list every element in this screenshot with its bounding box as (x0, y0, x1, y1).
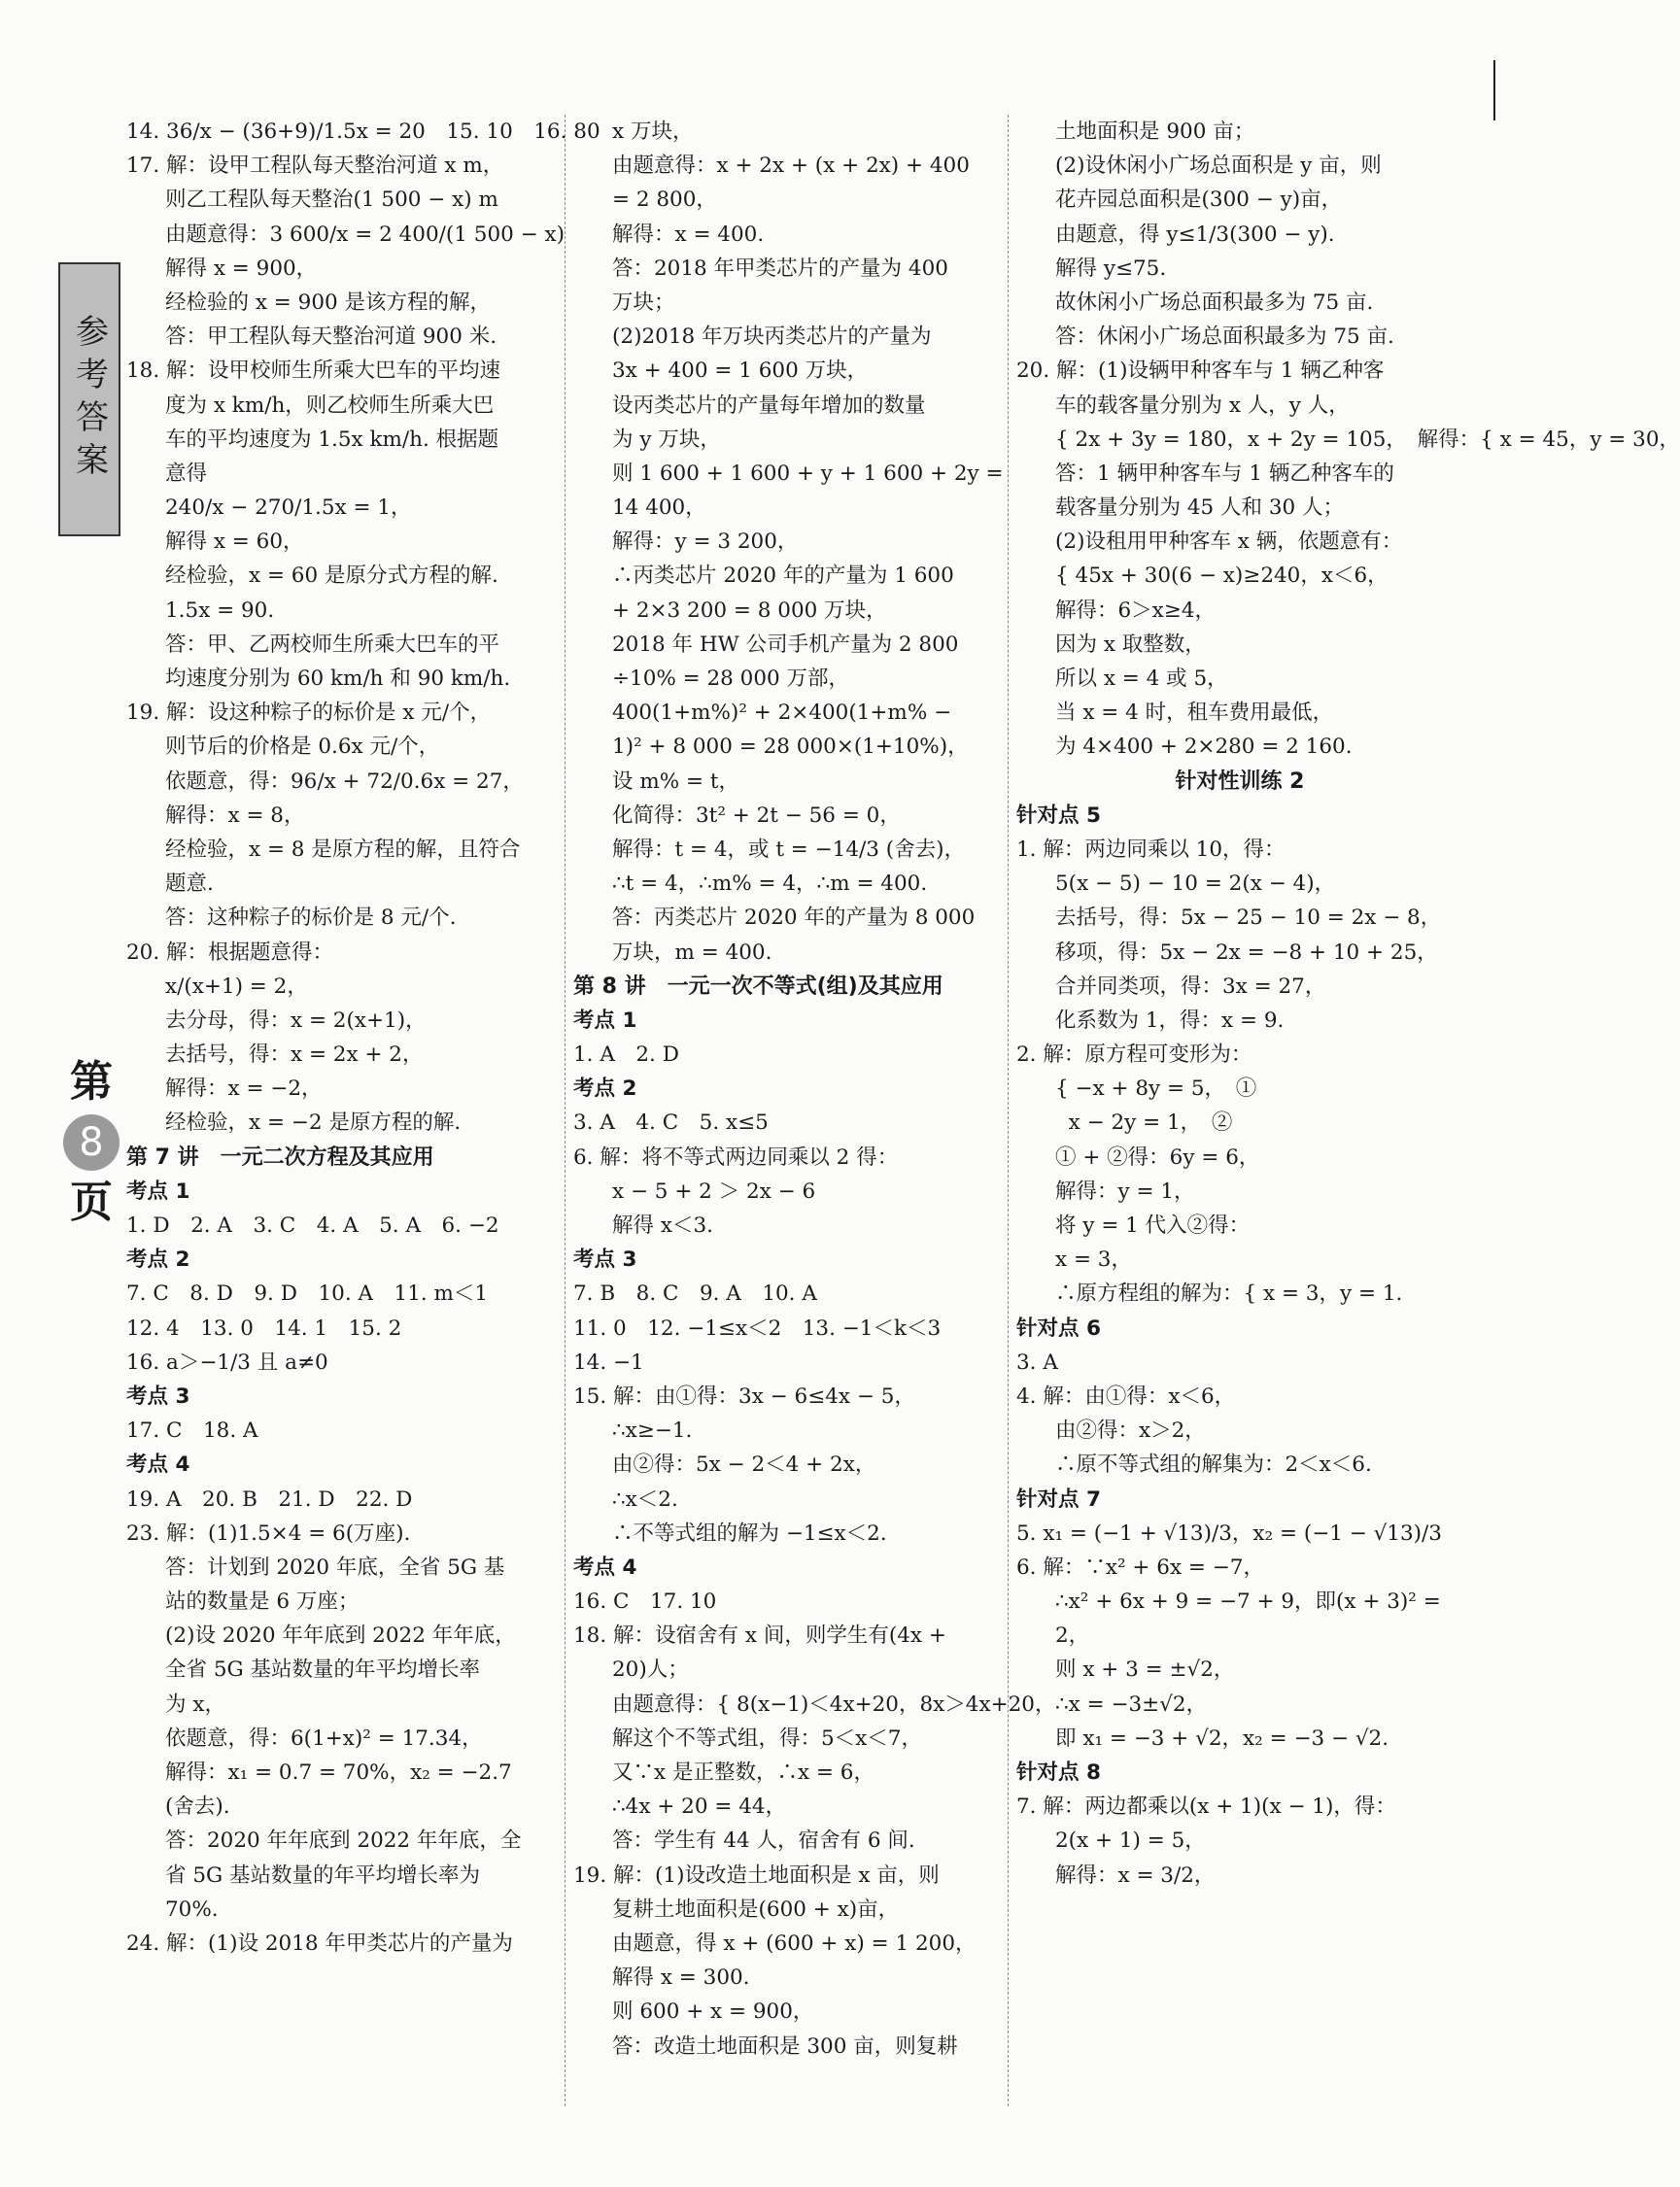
text-line: 均速度分别为 60 km/h 和 90 km/h. (165, 666, 511, 691)
text-line: ∴不等式组的解为 −1≤x＜2. (612, 1521, 887, 1546)
text-line: 解得：x = 400. (612, 222, 765, 247)
page-number-circle: 8 (63, 1114, 120, 1171)
text-line: 万块； (612, 290, 675, 315)
text-line: ∴t = 4，∴m% = 4，∴m = 400. (612, 871, 928, 897)
text-line: 答：这种粽子的标价是 8 元/个. (165, 906, 457, 931)
text-line: 解得：x = −2， (165, 1076, 323, 1102)
text-line: 合并同类项，得：3x = 27， (1055, 974, 1326, 999)
text-line: 由题意，得 y≤1/3(300 − y). (1055, 222, 1335, 247)
text-line: 为 4×400 + 2×280 = 2 160. (1055, 735, 1353, 760)
section-heading: 考点 2 (126, 1247, 190, 1273)
text-line: 答：改造土地面积是 300 亩，则复耕 (612, 2033, 958, 2059)
text-line: 由题意得：x + 2x + (x + 2x) + 400 (612, 154, 970, 179)
text-line: 经检验的 x = 900 是该方程的解， (165, 290, 492, 315)
text-line: 答：休闲小广场总面积最多为 75 亩. (1055, 325, 1394, 350)
text-line: 解得：6＞x≥4， (1055, 598, 1216, 623)
text-line: 站的数量是 6 万座； (165, 1589, 360, 1615)
text-line: 解得 x＜3. (612, 1213, 713, 1238)
text-line: 解这个不等式组，得：5＜x＜7， (612, 1726, 922, 1751)
text-line: 解得：y = 1， (1055, 1179, 1195, 1204)
text-line: 18. 解：设甲校师生所乘大巴车的平均速 (126, 359, 501, 384)
text-line: (2)设休闲小广场总面积是 y 亩，则 (1055, 154, 1382, 179)
text-line: 则 1 600 + 1 600 + y + 1 600 + 2y = (612, 461, 1004, 486)
text-line: 5(x − 5) − 10 = 2(x − 4)， (1055, 871, 1336, 897)
text-line: 400(1+m%)² + 2×400(1+m% − (612, 701, 952, 726)
text-line: 1. D 2. A 3. C 4. A 5. A 6. −2 (126, 1213, 499, 1238)
section-heading: 第 7 讲 一元二次方程及其应用 (126, 1145, 434, 1170)
text-line: 车的载客量分别为 x 人，y 人， (1055, 393, 1350, 418)
text-line: 答：2018 年甲类芯片的产量为 400 (612, 256, 948, 281)
text-line: 70%. (165, 1897, 219, 1922)
text-line: ∴原方程组的解为：{ x = 3，y = 1. (1055, 1281, 1403, 1307)
text-line: 复耕土地面积是(600 + x)亩， (612, 1897, 900, 1922)
column-2 (573, 115, 1056, 2064)
text-line: 答：学生有 44 人，宿舍有 6 间. (612, 1828, 915, 1854)
text-line: 14. −1 (573, 1350, 644, 1375)
column-3 (1016, 115, 1680, 1893)
text-line: 答：1 辆甲种客车与 1 辆乙种客车的 (1055, 461, 1394, 486)
text-line: 20. 解：根据题意得： (126, 940, 334, 965)
text-line: ∴4x + 20 = 44， (612, 1794, 787, 1820)
text-line: 12. 4 13. 0 14. 1 15. 2 (126, 1316, 402, 1341)
text-line: 化系数为 1，得：x = 9. (1055, 1008, 1285, 1033)
text-line: 经检验，x = 60 是原分式方程的解. (165, 564, 498, 589)
text-line: (2)设租用甲种客车 x 辆，依题意有： (1055, 530, 1403, 555)
text-line: 度为 x km/h，则乙校师生所乘大巴 (165, 393, 495, 418)
text-line: (2)设 2020 年年底到 2022 年年底， (165, 1623, 516, 1649)
text-line: 去分母，得：x = 2(x+1)， (165, 1008, 427, 1033)
text-line: 2. 解：原方程可变形为： (1016, 1042, 1252, 1068)
text-line: 14. 36/x − (36+9)/1.5x = 20 15. 10 16. 80 (126, 120, 600, 144)
text-line: x = 3， (1055, 1247, 1132, 1273)
text-line: 19. 解：设这种粽子的标价是 x 元/个， (126, 701, 492, 726)
text-line: 7. 解：两边都乘以(x + 1)(x − 1)，得： (1016, 1794, 1396, 1820)
text-line: 23. 解：(1)1.5×4 = 6(万座). (126, 1521, 411, 1546)
section-heading: 考点 3 (573, 1247, 637, 1273)
text-line: 答：甲工程队每天整治河道 900 米. (165, 325, 497, 350)
text-line: 题意. (165, 871, 214, 897)
text-line: 16. C 17. 10 (573, 1589, 717, 1615)
text-line: 则 x + 3 = ±√2， (1055, 1657, 1235, 1683)
text-line: 解得：t = 4，或 t = −14/3 (舍去)， (612, 837, 966, 862)
text-line: 1)² + 8 000 = 28 000×(1+10%)， (612, 735, 969, 760)
text-line: 土地面积是 900 亩； (1055, 120, 1255, 144)
text-line: 答：计划到 2020 年底，全省 5G 基 (165, 1555, 505, 1580)
text-line: 1. A 2. D (573, 1042, 679, 1068)
text-line: 为 x， (165, 1692, 225, 1717)
text-line: 由题意，得 x + (600 + x) = 1 200， (612, 1931, 977, 1956)
text-line: 当 x = 4 时，租车费用最低， (1055, 701, 1334, 726)
text-line: (舍去). (165, 1794, 230, 1820)
text-line: 为 y 万块， (612, 427, 721, 452)
text-line: 解得：x = 8， (165, 803, 305, 828)
text-line: 解得 x = 300. (612, 1965, 750, 1991)
text-line: 6. 解：将不等式两边同乘以 2 得： (573, 1145, 899, 1170)
text-line: 由②得：5x − 2＜4 + 2x， (612, 1452, 876, 1478)
text-line: 则乙工程队每天整治(1 500 − x) m (165, 188, 498, 213)
edge-mark (1493, 60, 1495, 120)
text-line: 万块，m = 400. (612, 940, 772, 965)
side-tab-label: 参考答案 (69, 314, 109, 485)
column-divider (1008, 115, 1009, 2106)
text-line: 20. 解：(1)设辆甲种客车与 1 辆乙种客 (1016, 359, 1385, 384)
text-line: 3. A (1016, 1350, 1058, 1375)
text-line: 14 400， (612, 495, 706, 521)
text-line: 24. 解：(1)设 2018 年甲类芯片的产量为 (126, 1931, 513, 1956)
text-line: x − 2y = 1， ② (1055, 1111, 1233, 1136)
text-line: ∴x = −3±√2， (1055, 1692, 1208, 1717)
text-line: 2018 年 HW 公司手机产量为 2 800 (612, 632, 959, 657)
section-heading: 针对点 5 (1016, 803, 1101, 828)
text-line: 依题意，得：6(1+x)² = 17.34， (165, 1726, 483, 1751)
section-heading: 针对点 6 (1016, 1316, 1101, 1341)
text-line: 车的平均速度为 1.5x km/h. 根据题 (165, 427, 499, 452)
text-line: 15. 解：由①得：3x − 6≤4x − 5， (573, 1384, 915, 1409)
text-line: 解得 x = 60， (165, 530, 304, 555)
text-line: 又∵x 是正整数，∴x = 6， (612, 1760, 874, 1785)
text-line: 3. A 4. C 5. x≤5 (573, 1111, 769, 1136)
section-heading: 考点 2 (573, 1076, 637, 1102)
text-line: 解得：x₁ = 0.7 = 70%，x₂ = −2.7 (165, 1760, 512, 1785)
text-line: { 2x + 3y = 180，x + 2y = 105， 解得：{ x = 45，y = 30， (1055, 427, 1680, 452)
text-line: 16. a＞−1/3 且 a≠0 (126, 1350, 328, 1375)
text-line: x 万块， (612, 120, 694, 144)
text-line: ÷10% = 28 000 万部， (612, 666, 850, 691)
text-line: ① + ②得：6y = 6， (1055, 1145, 1260, 1170)
text-line: 设 m% = t， (612, 769, 739, 794)
text-line: 由题意得：3 600/x = 2 400/(1 500 − x) (165, 222, 566, 247)
text-line: 则 600 + x = 900， (612, 1999, 814, 2025)
text-line: 因为 x 取整数， (1055, 632, 1206, 657)
text-line: 则节后的价格是 0.6x 元/个， (165, 735, 440, 760)
text-line: 载客量分别为 45 人和 30 人； (1055, 495, 1345, 521)
section-heading: 考点 3 (126, 1384, 190, 1409)
column-1 (126, 115, 600, 1961)
text-line: 经检验，x = −2 是原方程的解. (165, 1111, 462, 1136)
text-line: 移项，得：5x − 2x = −8 + 10 + 25， (1055, 940, 1438, 965)
text-line: 19. 解：(1)设改造土地面积是 x 亩，则 (573, 1862, 940, 1888)
section-heading: 针对性训练 2 (1175, 769, 1305, 794)
text-line: 依题意，得：96/x + 72/0.6x = 27， (165, 769, 524, 794)
text-line: 20)人； (612, 1657, 689, 1683)
section-heading: 考点 1 (126, 1179, 190, 1204)
text-line: ∴丙类芯片 2020 年的产量为 1 600 (612, 564, 954, 589)
text-line: 2， (1055, 1623, 1090, 1649)
text-line: x/(x+1) = 2， (165, 974, 308, 999)
text-line: 由②得：x＞2， (1055, 1418, 1206, 1444)
text-line: 4. 解：由①得：x＜6， (1016, 1384, 1236, 1409)
text-line: { 45x + 30(6 − x)≥240，x＜6， (1055, 564, 1389, 589)
page-mark-char2: 页 (70, 1178, 113, 1227)
page-number-mark (54, 1054, 128, 1231)
text-line: 省 5G 基站数量的年平均增长率为 (165, 1862, 481, 1888)
text-line: ∴x＜2. (612, 1486, 678, 1512)
text-line: 答：甲、乙两校师生所乘大巴车的平 (165, 632, 500, 657)
section-heading: 第 8 讲 一元一次不等式(组)及其应用 (573, 974, 943, 999)
text-line: 1.5x = 90. (165, 598, 275, 623)
text-line: 解得：x = 3/2， (1055, 1862, 1216, 1888)
text-line: 解得 x = 900， (165, 256, 318, 281)
text-line: 由题意得：{ 8(x−1)＜4x+20，8x＞4x+20， (612, 1692, 1056, 1717)
section-heading: 针对点 8 (1016, 1760, 1101, 1785)
section-heading: 考点 1 (573, 1008, 637, 1033)
text-line: ∴x≥−1. (612, 1418, 693, 1444)
text-line: 花卉园总面积是(300 − y)亩， (1055, 188, 1343, 213)
text-line: 去括号，得：x = 2x + 2， (165, 1042, 424, 1068)
text-line: + 2×3 200 = 8 000 万块， (612, 598, 887, 623)
text-line: 7. B 8. C 9. A 10. A (573, 1281, 817, 1307)
text-line: 2(x + 1) = 5， (1055, 1828, 1206, 1854)
section-heading: 考点 4 (126, 1452, 190, 1478)
text-line: x − 5 + 2 ＞ 2x − 6 (612, 1179, 816, 1204)
section-heading: 针对点 7 (1016, 1486, 1101, 1512)
text-line: 240/x − 270/1.5x = 1， (165, 495, 412, 521)
text-line: 18. 解：设宿舍有 x 间，则学生有(4x + (573, 1623, 946, 1649)
text-line: 7. C 8. D 9. D 10. A 11. m＜1 (126, 1281, 489, 1307)
text-line: 经检验，x = 8 是原方程的解，且符合 (165, 837, 521, 862)
section-heading: 考点 4 (573, 1555, 637, 1580)
text-line: 去括号，得：5x − 25 − 10 = 2x − 8， (1055, 906, 1442, 931)
text-line: 故休闲小广场总面积最多为 75 亩. (1055, 290, 1374, 315)
text-line: 6. 解：∵x² + 6x = −7， (1016, 1555, 1264, 1580)
text-line: = 2 800， (612, 188, 717, 213)
text-line: 11. 0 12. −1≤x＜2 13. −1＜k＜3 (573, 1316, 942, 1341)
text-line: 即 x₁ = −3 + √2，x₂ = −3 − √2. (1055, 1726, 1389, 1751)
page-mark-char1: 第 (70, 1057, 113, 1107)
text-line: 答：2020 年年底到 2022 年年底，全 (165, 1828, 522, 1854)
text-line: (2)2018 年万块丙类芯片的产量为 (612, 325, 932, 350)
text-line: 所以 x = 4 或 5， (1055, 666, 1228, 691)
text-line: 19. A 20. B 21. D 22. D (126, 1486, 413, 1512)
column-divider (565, 115, 566, 2106)
text-line: 化简得：3t² + 2t − 56 = 0， (612, 803, 901, 828)
text-line: 17. 解：设甲工程队每天整治河道 x m， (126, 154, 504, 179)
text-line: 全省 5G 基站数量的年平均增长率 (165, 1657, 481, 1683)
text-line: 17. C 18. A (126, 1418, 258, 1444)
text-line: { −x + 8y = 5， ① (1055, 1076, 1257, 1102)
text-line: 答：丙类芯片 2020 年的产量为 8 000 (612, 906, 976, 931)
text-line: 1. 解：两边同乘以 10，得： (1016, 837, 1286, 862)
text-line: ∴x² + 6x + 9 = −7 + 9，即(x + 3)² = (1055, 1589, 1441, 1615)
text-line: 意得 (165, 461, 208, 486)
text-line: 将 y = 1 代入②得： (1055, 1213, 1251, 1238)
text-line: ∴原不等式组的解集为：2＜x＜6. (1055, 1452, 1372, 1478)
text-line: 解得 y≤75. (1055, 256, 1167, 281)
side-tab (58, 262, 120, 536)
text-line: 5. x₁ = (−1 + √13)/3，x₂ = (−1 − √13)/3 (1016, 1521, 1442, 1546)
text-line: 设丙类芯片的产量每年增加的数量 (612, 393, 926, 418)
text-line: 3x + 400 = 1 600 万块， (612, 359, 869, 384)
text-line: 解得：y = 3 200， (612, 530, 799, 555)
